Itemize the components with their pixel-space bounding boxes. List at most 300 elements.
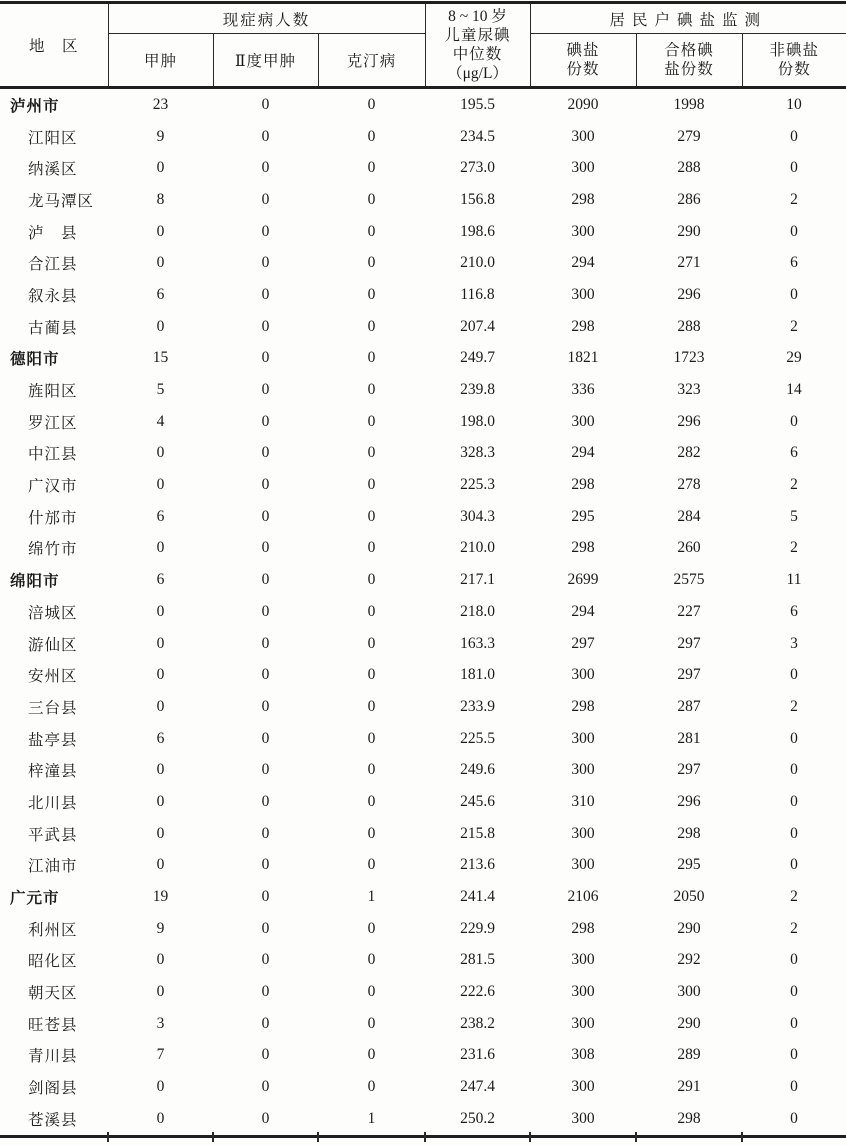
non-iodized-salt-cell: 2 xyxy=(790,919,798,937)
current-patients-label: 现症病人数 xyxy=(222,11,311,29)
grade2-goiter-cell: 0 xyxy=(261,317,270,335)
grade2-goiter-cell: 0 xyxy=(261,571,270,589)
non-iodized-salt-cell: 0 xyxy=(790,856,798,874)
iodized-salt-cell: 300 xyxy=(571,412,595,430)
iodized-salt-cell: 298 xyxy=(571,539,595,557)
iodized-salt-cell: 298 xyxy=(571,476,595,494)
region-cell: 三台县 xyxy=(28,699,78,717)
cretinism-cell: 0 xyxy=(367,444,376,462)
goiter-cell: 0 xyxy=(156,761,165,779)
urinary-iodine-cell: 156.8 xyxy=(460,190,495,208)
column-tick xyxy=(635,1132,637,1142)
table-header xyxy=(0,3,846,88)
qualified-salt-cell: 1998 xyxy=(673,95,705,113)
urinary-iodine-cell: 213.6 xyxy=(460,856,495,874)
region-header xyxy=(0,3,108,88)
qualified-salt-cell: 227 xyxy=(677,602,701,620)
iodized-salt-cell: 294 xyxy=(571,602,595,620)
iodized-salt-cell: 294 xyxy=(571,254,595,272)
goiter-cell: 6 xyxy=(156,571,165,589)
cretinism-label: 克汀病 xyxy=(346,53,397,70)
iodized-salt-cell: 298 xyxy=(571,919,595,937)
qualified-salt-cell: 298 xyxy=(677,824,701,842)
table-row xyxy=(0,152,846,184)
goiter-cell: 0 xyxy=(156,634,165,652)
cretinism-cell: 0 xyxy=(367,602,376,620)
qualified-salt-cell: 288 xyxy=(677,159,701,177)
non-iodized-salt-cell: 0 xyxy=(790,824,798,842)
grade2-goiter-cell: 0 xyxy=(261,349,270,367)
cretinism-cell: 0 xyxy=(367,983,376,1001)
region-cell: 叙永县 xyxy=(28,287,78,305)
region-header-label: 地 区 xyxy=(28,38,79,55)
iodized-salt-cell: 300 xyxy=(571,761,595,779)
goiter-cell: 0 xyxy=(156,983,165,1001)
iodized-salt-line2: 份数 xyxy=(566,61,600,78)
non-iodized-salt-cell: 0 xyxy=(790,792,798,810)
cretinism-cell: 0 xyxy=(367,476,376,494)
non-iodized-salt-cell: 0 xyxy=(790,951,798,969)
urinary-iodine-cell: 231.6 xyxy=(460,1046,495,1064)
qualified-salt-cell: 288 xyxy=(677,317,701,335)
table-row xyxy=(0,723,846,755)
iodized-salt-cell: 297 xyxy=(571,634,595,652)
table-row xyxy=(0,374,846,406)
table-row xyxy=(0,1040,846,1072)
grade2-goiter-label: Ⅱ度甲肿 xyxy=(234,53,297,70)
table-row xyxy=(0,121,846,153)
cretinism-header xyxy=(318,34,425,88)
non-iodized-salt-cell: 0 xyxy=(790,412,798,430)
goiter-cell: 0 xyxy=(156,824,165,842)
iodized-salt-cell: 300 xyxy=(571,1078,595,1096)
qualified-salt-cell: 282 xyxy=(677,444,701,462)
qualified-salt-cell: 323 xyxy=(677,381,701,399)
non-iodized-salt-cell: 29 xyxy=(786,349,802,367)
cretinism-cell: 0 xyxy=(367,127,376,145)
non-iodized-salt-cell: 2 xyxy=(790,697,798,715)
table-row xyxy=(0,216,846,248)
column-tick xyxy=(107,1132,109,1142)
table-row xyxy=(0,818,846,850)
cretinism-cell: 0 xyxy=(367,381,376,399)
iodized-salt-cell: 300 xyxy=(571,729,595,747)
goiter-cell: 19 xyxy=(152,888,169,906)
grade2-goiter-cell: 0 xyxy=(261,285,270,303)
region-cell: 纳溪区 xyxy=(28,161,78,179)
region-cell: 利州区 xyxy=(28,921,78,939)
cretinism-cell: 0 xyxy=(367,190,376,208)
cretinism-cell: 0 xyxy=(367,1014,376,1032)
qualified-salt-cell: 291 xyxy=(677,1078,701,1096)
qualified-salt-cell: 300 xyxy=(677,983,701,1001)
goiter-cell: 0 xyxy=(156,159,165,177)
cretinism-cell: 0 xyxy=(367,285,376,303)
grade2-goiter-cell: 0 xyxy=(261,159,270,177)
goiter-cell: 0 xyxy=(156,951,165,969)
grade2-goiter-cell: 0 xyxy=(261,1078,270,1096)
cretinism-cell: 0 xyxy=(367,634,376,652)
goiter-cell: 0 xyxy=(156,254,165,272)
urinary-iodine-cell: 225.5 xyxy=(460,729,495,747)
iodized-salt-cell: 300 xyxy=(571,159,595,177)
qualified-salt-cell: 292 xyxy=(677,951,701,969)
region-cell: 盐亭县 xyxy=(28,731,78,749)
goiter-cell: 9 xyxy=(156,127,165,145)
region-cell: 剑阁县 xyxy=(28,1080,78,1098)
non-iodized-salt-cell: 0 xyxy=(790,761,798,779)
table-row xyxy=(0,628,846,660)
non-iodized-salt-cell: 10 xyxy=(786,95,802,113)
qualified-salt-header xyxy=(636,34,742,88)
urinary-iodine-cell: 241.4 xyxy=(460,888,495,906)
qualified-salt-cell: 284 xyxy=(677,507,701,525)
grade2-goiter-cell: 0 xyxy=(261,507,270,525)
cretinism-cell: 0 xyxy=(367,792,376,810)
cretinism-cell: 0 xyxy=(367,571,376,589)
urinary-iodine-header xyxy=(425,3,530,88)
cretinism-cell: 0 xyxy=(367,824,376,842)
non-iodized-salt-cell: 2 xyxy=(790,476,798,494)
iodized-salt-cell: 2106 xyxy=(567,888,599,906)
region-cell: 苍溪县 xyxy=(28,1111,78,1129)
urinary-iodine-cell: 229.9 xyxy=(460,919,495,937)
region-cell: 绵阳市 xyxy=(10,573,60,591)
iodized-salt-cell: 300 xyxy=(571,1109,595,1127)
qualified-salt-cell: 271 xyxy=(677,254,701,272)
grade2-goiter-cell: 0 xyxy=(261,1014,270,1032)
cretinism-cell: 0 xyxy=(367,761,376,779)
iodized-salt-cell: 308 xyxy=(571,1046,595,1064)
grade2-goiter-cell: 0 xyxy=(261,254,270,272)
iodized-salt-cell: 295 xyxy=(571,507,595,525)
non-iodized-salt-cell: 6 xyxy=(790,254,798,272)
grade2-goiter-cell: 0 xyxy=(261,888,270,906)
iodized-salt-cell: 298 xyxy=(571,317,595,335)
goiter-cell: 15 xyxy=(152,349,169,367)
goiter-cell: 3 xyxy=(156,1014,165,1032)
urinary-iodine-line1: 8 ~ 10 岁 xyxy=(448,8,507,25)
table-row xyxy=(0,88,846,121)
urinary-iodine-cell: 245.6 xyxy=(460,792,495,810)
urinary-iodine-cell: 198.6 xyxy=(460,222,495,240)
cretinism-cell: 0 xyxy=(367,856,376,874)
column-tick xyxy=(529,1132,531,1142)
grade2-goiter-cell: 0 xyxy=(261,856,270,874)
qualified-salt-cell: 297 xyxy=(677,761,701,779)
goiter-cell: 0 xyxy=(156,1078,165,1096)
table-row xyxy=(0,501,846,533)
cretinism-cell: 0 xyxy=(367,95,376,113)
qualified-salt-line1: 合格碘 xyxy=(664,42,714,59)
iodized-salt-cell: 300 xyxy=(571,856,595,874)
goiter-header xyxy=(108,34,213,88)
qualified-salt-cell: 298 xyxy=(677,1109,701,1127)
cretinism-cell: 0 xyxy=(367,951,376,969)
cretinism-cell: 0 xyxy=(367,919,376,937)
grade2-goiter-cell: 0 xyxy=(261,666,270,684)
non-iodized-salt-cell: 2 xyxy=(790,539,798,557)
iodized-salt-cell: 310 xyxy=(571,792,595,810)
table-row xyxy=(0,659,846,691)
goiter-cell: 6 xyxy=(156,729,165,747)
table-row xyxy=(0,691,846,723)
non-iodized-salt-cell: 0 xyxy=(790,1014,798,1032)
urinary-iodine-cell: 238.2 xyxy=(460,1014,495,1032)
non-iodized-salt-header xyxy=(742,34,846,88)
grade2-goiter-cell: 0 xyxy=(261,222,270,240)
cretinism-cell: 0 xyxy=(367,159,376,177)
table-row xyxy=(0,406,846,438)
iodized-salt-line1: 碘盐 xyxy=(566,42,600,59)
urinary-iodine-cell: 273.0 xyxy=(460,159,495,177)
region-cell: 泸州市 xyxy=(10,97,60,115)
grade2-goiter-cell: 0 xyxy=(261,412,270,430)
non-iodized-salt-cell: 0 xyxy=(790,666,798,684)
non-iodized-salt-cell: 2 xyxy=(790,888,798,906)
qualified-salt-cell: 290 xyxy=(677,919,701,937)
goiter-cell: 6 xyxy=(156,507,165,525)
goiter-cell: 0 xyxy=(156,1109,165,1127)
cretinism-cell: 0 xyxy=(367,1046,376,1064)
iodized-salt-cell: 300 xyxy=(571,666,595,684)
urinary-iodine-line2: 儿童尿碘 xyxy=(444,27,511,44)
urinary-iodine-cell: 249.6 xyxy=(460,761,495,779)
non-iodized-salt-cell: 0 xyxy=(790,729,798,747)
goiter-cell: 0 xyxy=(156,222,165,240)
table-row xyxy=(0,247,846,279)
grade2-goiter-cell: 0 xyxy=(261,127,270,145)
cretinism-cell: 0 xyxy=(367,412,376,430)
grade2-goiter-header xyxy=(213,34,318,88)
iodized-salt-cell: 300 xyxy=(571,824,595,842)
non-iodized-salt-line2: 份数 xyxy=(777,61,811,78)
table-row xyxy=(0,533,846,565)
urinary-iodine-cell: 304.3 xyxy=(460,507,495,525)
table-row xyxy=(0,850,846,882)
grade2-goiter-cell: 0 xyxy=(261,1046,270,1064)
non-iodized-salt-cell: 0 xyxy=(790,1109,798,1127)
table-row xyxy=(0,469,846,501)
region-cell: 江油市 xyxy=(28,858,78,876)
goiter-cell: 0 xyxy=(156,792,165,810)
table-row xyxy=(0,881,846,913)
urinary-iodine-cell: 217.1 xyxy=(460,571,495,589)
region-cell: 平武县 xyxy=(28,826,78,844)
table-row xyxy=(0,976,846,1008)
qualified-salt-cell: 281 xyxy=(677,729,701,747)
cretinism-cell: 1 xyxy=(367,888,376,906)
non-iodized-salt-cell: 11 xyxy=(786,571,802,589)
urinary-iodine-cell: 181.0 xyxy=(460,666,495,684)
goiter-cell: 5 xyxy=(156,381,165,399)
goiter-label: 甲肿 xyxy=(143,53,177,70)
column-tick xyxy=(741,1132,743,1142)
qualified-salt-cell: 286 xyxy=(677,190,701,208)
urinary-iodine-cell: 233.9 xyxy=(460,697,495,715)
grade2-goiter-cell: 0 xyxy=(261,919,270,937)
table-body xyxy=(0,88,846,1137)
iodized-salt-cell: 298 xyxy=(571,697,595,715)
urinary-iodine-cell: 247.4 xyxy=(460,1078,495,1096)
region-cell: 泸 县 xyxy=(28,224,78,242)
region-cell: 合江县 xyxy=(28,256,78,274)
non-iodized-salt-cell: 14 xyxy=(786,381,802,399)
region-cell: 昭化区 xyxy=(28,953,78,971)
region-cell: 什邡市 xyxy=(28,509,78,527)
urinary-iodine-cell: 218.0 xyxy=(460,602,495,620)
grade2-goiter-cell: 0 xyxy=(261,983,270,1001)
urinary-iodine-cell: 207.4 xyxy=(460,317,495,335)
iodized-salt-cell: 2699 xyxy=(567,571,599,589)
grade2-goiter-cell: 0 xyxy=(261,95,270,113)
urinary-iodine-cell: 222.6 xyxy=(460,983,495,1001)
region-cell: 绵竹市 xyxy=(28,541,78,559)
qualified-salt-cell: 297 xyxy=(677,634,701,652)
table-row xyxy=(0,596,846,628)
qualified-salt-cell: 290 xyxy=(677,222,701,240)
region-cell: 龙马潭区 xyxy=(28,192,95,210)
cretinism-cell: 0 xyxy=(367,254,376,272)
non-iodized-salt-line1: 非碘盐 xyxy=(769,42,820,59)
region-cell: 梓潼县 xyxy=(28,763,78,781)
non-iodized-salt-cell: 0 xyxy=(790,159,798,177)
goiter-cell: 23 xyxy=(152,95,169,113)
table-row xyxy=(0,786,846,818)
grade2-goiter-cell: 0 xyxy=(261,761,270,779)
qualified-salt-cell: 289 xyxy=(677,1046,701,1064)
current-patients-group-header xyxy=(108,3,425,34)
salt-monitoring-group-header xyxy=(530,3,846,34)
urinary-iodine-cell: 195.5 xyxy=(460,95,495,113)
qualified-salt-cell: 296 xyxy=(677,792,701,810)
table-row xyxy=(0,279,846,311)
non-iodized-salt-cell: 2 xyxy=(790,190,798,208)
goiter-cell: 6 xyxy=(156,285,165,303)
column-tick xyxy=(424,1132,426,1142)
iodized-salt-cell: 294 xyxy=(571,444,595,462)
region-cell: 旌阳区 xyxy=(28,383,78,401)
qualified-salt-cell: 296 xyxy=(677,412,701,430)
non-iodized-salt-cell: 0 xyxy=(790,1046,798,1064)
region-cell: 古蔺县 xyxy=(28,319,78,337)
non-iodized-salt-cell: 0 xyxy=(790,285,798,303)
non-iodized-salt-cell: 2 xyxy=(790,317,798,335)
table-row xyxy=(0,913,846,945)
non-iodized-salt-cell: 3 xyxy=(790,634,798,652)
region-cell: 北川县 xyxy=(28,794,78,812)
grade2-goiter-cell: 0 xyxy=(261,634,270,652)
table-row xyxy=(0,184,846,216)
urinary-iodine-cell: 239.8 xyxy=(460,381,495,399)
urinary-iodine-cell: 281.5 xyxy=(460,951,495,969)
grade2-goiter-cell: 0 xyxy=(261,602,270,620)
qualified-salt-cell: 260 xyxy=(677,539,701,557)
cretinism-cell: 1 xyxy=(367,1109,376,1127)
iodized-salt-cell: 300 xyxy=(571,222,595,240)
qualified-salt-cell: 1723 xyxy=(673,349,705,367)
iodized-salt-cell: 300 xyxy=(571,951,595,969)
qualified-salt-cell: 2575 xyxy=(673,571,705,589)
cretinism-cell: 0 xyxy=(367,666,376,684)
iodized-salt-header xyxy=(530,34,636,88)
cretinism-cell: 0 xyxy=(367,539,376,557)
goiter-cell: 0 xyxy=(156,602,165,620)
salt-monitoring-label: 居民户碘盐监测 xyxy=(609,11,768,29)
table-row xyxy=(0,564,846,596)
goiter-cell: 0 xyxy=(156,444,165,462)
grade2-goiter-cell: 0 xyxy=(261,792,270,810)
cretinism-cell: 0 xyxy=(367,729,376,747)
cretinism-cell: 0 xyxy=(367,349,376,367)
grade2-goiter-cell: 0 xyxy=(261,951,270,969)
urinary-iodine-cell: 215.8 xyxy=(460,824,495,842)
urinary-iodine-cell: 163.3 xyxy=(460,634,495,652)
urinary-iodine-cell: 198.0 xyxy=(460,412,495,430)
goiter-cell: 4 xyxy=(156,412,165,430)
qualified-salt-cell: 295 xyxy=(677,856,701,874)
qualified-salt-cell: 290 xyxy=(677,1014,701,1032)
cretinism-cell: 0 xyxy=(367,317,376,335)
urinary-iodine-cell: 328.3 xyxy=(460,444,495,462)
grade2-goiter-cell: 0 xyxy=(261,190,270,208)
goiter-cell: 0 xyxy=(156,666,165,684)
table-row xyxy=(0,945,846,977)
grade2-goiter-cell: 0 xyxy=(261,1109,270,1127)
region-cell: 旺苍县 xyxy=(28,1016,78,1034)
grade2-goiter-cell: 0 xyxy=(261,697,270,715)
non-iodized-salt-cell: 0 xyxy=(790,983,798,1001)
table-row xyxy=(0,343,846,375)
urinary-iodine-cell: 250.2 xyxy=(460,1109,495,1127)
region-cell: 安州区 xyxy=(28,668,78,686)
qualified-salt-cell: 2050 xyxy=(673,888,705,906)
iodized-salt-cell: 336 xyxy=(571,381,595,399)
region-cell: 江阳区 xyxy=(28,129,78,147)
cretinism-cell: 0 xyxy=(367,697,376,715)
grade2-goiter-cell: 0 xyxy=(261,381,270,399)
urinary-iodine-cell: 210.0 xyxy=(460,254,495,272)
non-iodized-salt-cell: 6 xyxy=(790,444,798,462)
grade2-goiter-cell: 0 xyxy=(261,539,270,557)
non-iodized-salt-cell: 0 xyxy=(790,222,798,240)
header-group-row xyxy=(0,3,846,34)
table-row xyxy=(0,754,846,786)
region-cell: 中江县 xyxy=(28,446,78,464)
qualified-salt-cell: 296 xyxy=(677,285,701,303)
goiter-cell: 8 xyxy=(156,190,165,208)
urinary-iodine-cell: 210.0 xyxy=(460,539,495,557)
qualified-salt-cell: 278 xyxy=(677,476,701,494)
goiter-cell: 0 xyxy=(156,539,165,557)
goiter-cell: 0 xyxy=(156,476,165,494)
non-iodized-salt-cell: 6 xyxy=(790,602,798,620)
column-tick xyxy=(212,1132,214,1142)
goiter-cell: 0 xyxy=(156,697,165,715)
iodized-salt-cell: 1821 xyxy=(567,349,599,367)
grade2-goiter-cell: 0 xyxy=(261,824,270,842)
urinary-iodine-line3: 中位数 xyxy=(452,46,503,63)
idd-monitoring-table xyxy=(0,1,846,1138)
qualified-salt-cell: 287 xyxy=(677,697,701,715)
qualified-salt-line2: 盐份数 xyxy=(664,61,714,78)
non-iodized-salt-cell: 0 xyxy=(790,127,798,145)
region-cell: 广元市 xyxy=(10,890,60,908)
region-cell: 广汉市 xyxy=(28,478,78,496)
urinary-iodine-cell: 225.3 xyxy=(460,476,495,494)
region-cell: 德阳市 xyxy=(10,351,60,369)
region-cell: 朝天区 xyxy=(28,985,78,1003)
